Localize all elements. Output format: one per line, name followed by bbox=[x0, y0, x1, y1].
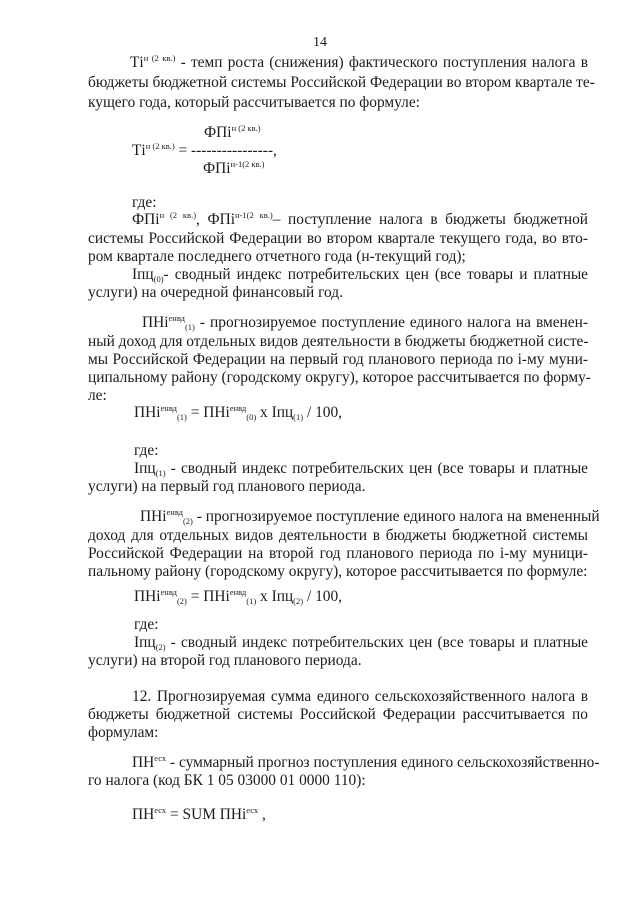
where3-ipc-line-1: Iпц$_{(2)}$ - сводный индекс потребительских цен (все товары и платные bbox=[134, 634, 588, 652]
pni2-definition-line-3: Российской Федерации на второй год планового периода по i-му муници- bbox=[88, 545, 588, 562]
ti-definition-line-2: бюджеты бюджетной системы Российской Федерации во втором квартале те- bbox=[88, 74, 595, 91]
where2-label: где: bbox=[134, 442, 159, 459]
where1-label: где: bbox=[132, 194, 157, 211]
formula1-equation-line: $Тi^{н (2 кв.)}$ = ----------------, bbox=[132, 141, 277, 159]
formula1-denominator: ФПi$^{н-1(2 кв.)}$ bbox=[203, 159, 265, 177]
where1-ipc-line-2: услуги) на очередной финансовый год. bbox=[88, 284, 343, 301]
where1-def-line-3: ром квартале последнего отчетного года (н-текущий год); bbox=[88, 248, 466, 265]
pn-esx-definition-line-1: $ПН^{есх}$ - суммарный прогноз поступления единого сельскохозяйственно- bbox=[132, 753, 600, 771]
where1-def-line-2: системы Российской Федерации во втором квартале текущего года, во вто- bbox=[88, 230, 588, 247]
pn-esx-definition-line-2: го налога (код БК 1 05 03000 01 0000 110): bbox=[88, 772, 366, 789]
where2-ipc-line-2: услуги) на первый год планового периода. bbox=[88, 478, 366, 495]
formula4: $ПН^{есх}$ = SUM ПНi$^{есх}$ , bbox=[132, 805, 266, 823]
ti-definition-line-3: кущего года, который рассчитывается по формуле: bbox=[88, 94, 420, 111]
formula3: ПНi$^{енвд}_{(2)}$ = ПНi$^{енвд}_{(1)}$ х Iпц$_{(2)}$ / 100, bbox=[134, 587, 342, 606]
where3-ipc-line-2: услуги) на второй год планового периода. bbox=[88, 652, 362, 669]
where1-ipc-line-1: Iпц$_{(0)}$- сводный индекс потребительских цен (все товары и платные bbox=[132, 266, 588, 284]
section12-line-1: 12. Прогнозируемая сумма единого сельскохозяйственного налога в bbox=[132, 688, 588, 705]
section12-line-3: формулам: bbox=[88, 724, 159, 741]
pni1-definition-line-1: ПНi$^{енвд}_{(1)}$ - прогнозируемое поступление единого налога на вменен- bbox=[142, 313, 588, 332]
pni2-definition-line-2: доход для отдельных видов деятельности в бюджеты бюджетной системы bbox=[88, 527, 588, 544]
pni1-definition-line-5: ле: bbox=[88, 387, 107, 404]
where3-label: где: bbox=[134, 616, 159, 633]
pni1-definition-line-2: ный доход для отдельных видов деятельности в бюджеты бюджетной систе- bbox=[88, 333, 589, 350]
formula1-numerator: ФПi$^{н (2 кв.)}$ bbox=[204, 123, 261, 141]
where2-ipc-line-1: Iпц$_{(1)}$ - сводный индекс потребительских цен (все товары и платные bbox=[134, 460, 588, 478]
where1-def-line-1: ФПi$^{н (2 кв.)}$, ФПi$^{н-1(2 кв.)}$– поступление налога в бюджеты бюджетной bbox=[132, 210, 589, 228]
pni2-definition-line-1: ПНi$^{енвд}_{(2)}$ - прогнозируемое поступление единого налога на вмененный bbox=[140, 507, 600, 526]
ti-definition-line-1: $Тi^{н (2 кв.)}$ - темп роста (снижения) фактического поступления налога в bbox=[130, 53, 588, 71]
pni1-definition-line-3: мы Российской Федерации на первый год планового периода по i-му муни- bbox=[88, 351, 588, 368]
page-number: 14 bbox=[313, 35, 327, 50]
section12-line-2: бюджеты бюджетной системы Российской Федерации рассчитывается по bbox=[88, 706, 588, 723]
pni1-definition-line-4: ципальному району (городскому округу), которое рассчитывается по форму- bbox=[88, 369, 591, 386]
formula2: ПНi$^{енвд}_{(1)}$ = ПНi$^{енвд}_{(0)}$ х Iпц$_{(1)}$ / 100, bbox=[134, 403, 342, 422]
pni2-definition-line-4: пальному району (городскому округу), которое рассчитывается по формуле: bbox=[88, 563, 588, 580]
